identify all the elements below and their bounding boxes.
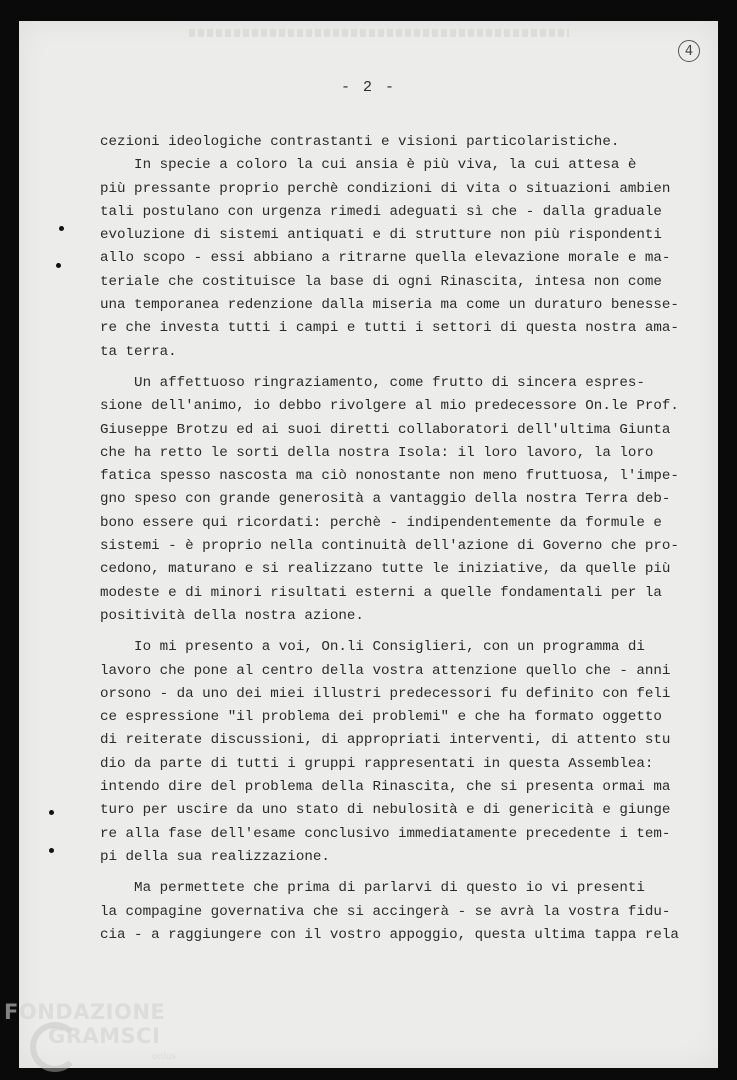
text-line: re che investa tutti i campi e tutti i settori di questa nostra ama- [100, 320, 679, 337]
margin-punch-dot [59, 226, 64, 231]
fondazione-gramsci-watermark-logo [4, 1000, 194, 1078]
watermark-line3: onlus [152, 1052, 177, 1062]
faded-header-stamp [189, 29, 569, 37]
text-line: Ma permettete che prima di parlarvi di questo io vi presenti [100, 880, 645, 897]
text-line: gno speso con grande generosità a vantaggio della nostra Terra deb- [100, 491, 671, 508]
text-line: sistemi - è proprio nella continuità dell'azione di Governo che pro- [100, 538, 679, 555]
text-line: dio da parte di tutti i gruppi rappresentati in questa Assemblea: [100, 755, 654, 772]
text-line: Giuseppe Brotzu ed ai suoi diretti collaboratori dell'ultima Giunta [100, 421, 671, 438]
text-line: modeste e di minori risultati esterni a quelle fondamentali per la [100, 584, 662, 601]
text-line: In specie a coloro la cui ansia è più viva, la cui attesa è [100, 157, 637, 174]
text-line: evoluzione di sistemi antiquati e di strutture non più rispondenti [100, 227, 662, 244]
margin-punch-dot [49, 848, 54, 853]
text-line: turo per uscire da uno stato di nebulosità e di genericità e giunge [100, 802, 671, 819]
body-text [100, 131, 679, 947]
text-line: pi della sua realizzazione. [100, 848, 330, 865]
text-line: allo scopo - essi abbiano a ritrarne quella elevazione morale e ma- [100, 250, 671, 267]
text-line: che ha retto le sorti della nostra Isola: il loro lavoro, la loro [100, 444, 654, 461]
watermark-line1: FONDAZIONE [4, 1000, 166, 1024]
page-number: - 2 - [340, 79, 396, 96]
text-line: di reiterate discussioni, di appropriati interventi, di attento stu [100, 732, 671, 749]
text-line: Io mi presento a voi, On.li Consiglieri, con un programma di [100, 639, 645, 656]
text-line: fatica spesso nascosta ma ciò nonostante non meno fruttuosa, l'impe- [100, 468, 679, 485]
text-line: orsono - da uno dei miei illustri predecessori fu definito con feli [100, 685, 671, 702]
circled-page-mark: 4 [678, 40, 700, 62]
text-line: intendo dire del problema della Rinascita, che si presenta ormai ma [100, 779, 671, 796]
watermark-line2: GRAMSCI [48, 1024, 161, 1048]
text-line: lavoro che pone al centro della vostra attenzione quello che - anni [100, 662, 671, 679]
text-line: sione dell'animo, io debbo rivolgere al mio predecessore On.le Prof. [100, 398, 679, 415]
text-line: più pressante proprio perchè condizioni di vita o situazioni ambien [100, 180, 671, 197]
document-page [19, 21, 718, 1068]
margin-punch-dot [49, 810, 54, 815]
text-line: cezioni ideologiche contrastanti e visioni particolaristiche. [100, 134, 620, 150]
text-line: bono essere qui ricordati: perchè - indipendentemente da formule e [100, 514, 662, 531]
text-line: cedono, maturano e si realizzano tutte le iniziative, da quelle più [100, 561, 671, 578]
text-line: una temporanea redenzione dalla miseria ma come un duraturo benesse- [100, 297, 679, 314]
text-line: ce espressione "il problema dei problemi" e che ha formato oggetto [100, 709, 662, 726]
text-line: positività della nostra azione. [100, 607, 364, 624]
text-line: ta terra. [100, 343, 177, 360]
text-line: re alla fase dell'esame conclusivo immediatamente precedente i tem- [100, 825, 671, 842]
text-line: teriale che costituisce la base di ogni Rinascita, intesa non come [100, 273, 662, 290]
text-line: Un affettuoso ringraziamento, come frutto di sincera espres- [100, 374, 645, 391]
text-line: cia - a raggiungere con il vostro appoggio, questa ultima tappa rela [100, 926, 679, 943]
margin-punch-dot [56, 263, 61, 268]
text-line: tali postulano con urgenza rimedi adeguati sì che - dalla graduale [100, 203, 662, 220]
text-line: la compagine governativa che si accingerà - se avrà la vostra fidu- [100, 903, 671, 920]
